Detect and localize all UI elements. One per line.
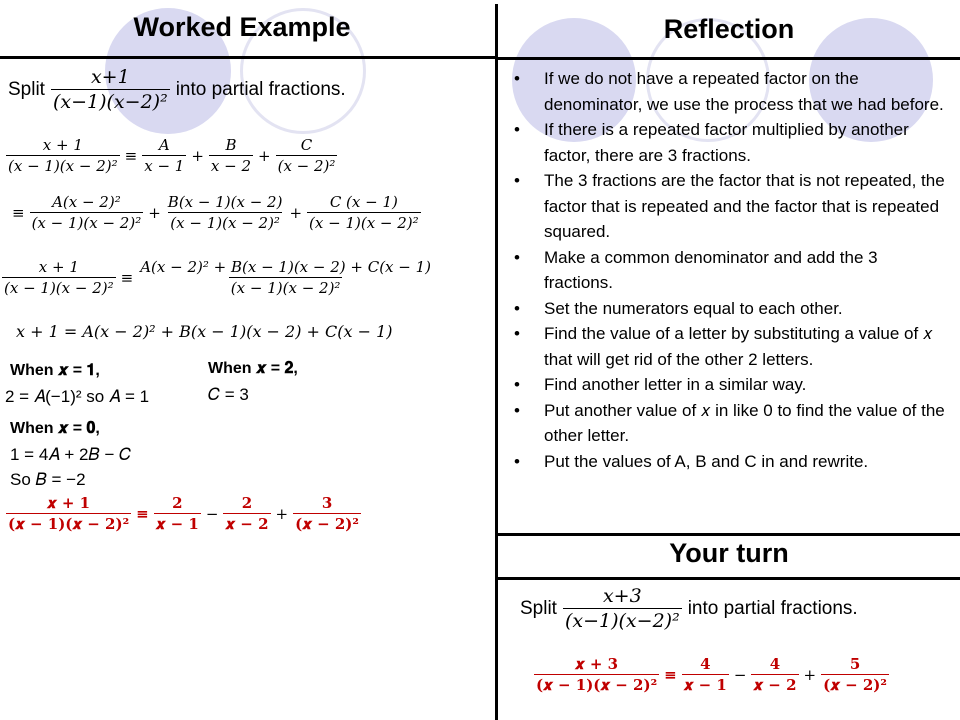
- fraction-b-denominator: 𝑥 − 2: [210, 157, 252, 175]
- answer-b-numerator: 𝟐: [241, 494, 253, 512]
- equiv-sign: ≡: [12, 203, 25, 222]
- lhs-numerator: 𝑥 + 1: [42, 136, 83, 154]
- reflection-item: • Set the numerators equal to each other.: [510, 296, 946, 322]
- plus-sign: +: [289, 203, 303, 222]
- equation-line-3: [2, 258, 433, 297]
- reflection-heading: Reflection: [663, 14, 795, 44]
- answer-b-numerator: 𝟒: [769, 655, 781, 673]
- when-x-0-equation: 1 = 4𝐴 + 2𝐵 − 𝐶: [10, 445, 132, 464]
- plus-sign: +: [803, 665, 817, 684]
- split-label: Split: [520, 597, 557, 619]
- answer-lhs-numerator: 𝒙 + 𝟑: [575, 655, 619, 673]
- question-fraction: [51, 66, 170, 113]
- answer-lhs-numerator: 𝒙 + 𝟏: [47, 494, 91, 512]
- equiv-sign: ≡: [124, 146, 138, 165]
- answer-b-denominator: 𝒙 − 𝟐: [753, 676, 797, 694]
- plus-sign: +: [148, 203, 161, 222]
- reflection-item: • Find the value of a letter by substituting a value of 𝑥 that will get rid of the other 2 letters.: [510, 321, 946, 372]
- your-turn-bottom-divider: [496, 577, 960, 580]
- your-turn-top-divider: [496, 533, 960, 536]
- when-x-0-label: When 𝒙 = 𝟎,: [10, 420, 100, 437]
- answer-c-denominator: (𝒙 − 𝟐)²: [295, 515, 359, 533]
- your-turn-answer: [534, 655, 889, 694]
- worked-example-question: [8, 66, 346, 113]
- fraction-c-denominator: (𝑥 − 1)(𝑥 − 2)²: [309, 214, 419, 232]
- right-header-divider: [496, 57, 960, 60]
- minus-sign: −: [205, 504, 219, 523]
- answer-a-denominator: 𝒙 − 𝟏: [683, 676, 727, 694]
- question-numerator: 𝑥+3: [602, 585, 642, 607]
- fraction-c-numerator: 𝐶: [300, 136, 313, 154]
- your-turn-question: [520, 585, 858, 632]
- fraction-b-numerator: 𝐵(𝑥 − 1)(𝑥 − 2): [167, 193, 283, 211]
- reflection-item: • If we do not have a repeated factor on the denominator, we use the process that we had before.: [510, 66, 946, 117]
- lhs-denominator: (𝑥 − 1)(𝑥 − 2)²: [4, 279, 114, 297]
- answer-lhs-denominator: (𝒙 − 𝟏)(𝒙 − 𝟐)²: [536, 676, 658, 694]
- fraction-b-denominator: (𝑥 − 1)(𝑥 − 2)²: [170, 214, 280, 232]
- minus-sign: −: [733, 665, 747, 684]
- plus-sign: +: [258, 146, 271, 165]
- answer-c-numerator: 𝟑: [321, 494, 333, 512]
- fraction-c-numerator: 𝐶 (𝑥 − 1): [329, 193, 398, 211]
- reflection-item: • Find another letter in a similar way.: [510, 372, 946, 398]
- lhs-denominator: (𝑥 − 1)(𝑥 − 2)²: [8, 157, 118, 175]
- when-x-1-label: When 𝒙 = 𝟏,: [10, 362, 100, 379]
- combined-numerator: 𝐴(𝑥 − 2)² + 𝐵(𝑥 − 1)(𝑥 − 2) + 𝐶(𝑥 − 1): [140, 258, 432, 276]
- fraction-a-denominator: 𝑥 − 1: [144, 157, 185, 175]
- answer-c-numerator: 𝟓: [849, 655, 861, 673]
- question-denominator: (𝑥−1)(𝑥−2)²: [564, 610, 680, 632]
- fraction-b-numerator: 𝐵: [225, 136, 237, 154]
- instruction-text: into partial fractions.: [175, 78, 346, 100]
- plus-sign: +: [275, 504, 289, 523]
- numerator-equation: 𝑥 + 1 = 𝐴(𝑥 − 2)² + 𝐵(𝑥 − 1)(𝑥 − 2) + 𝐶(𝑥 − 1): [16, 322, 393, 341]
- reflection-item: • Put another value of 𝑥 in like 0 to find the value of the other letter.: [510, 398, 946, 449]
- instruction-text: into partial fractions.: [687, 597, 858, 619]
- equation-line-2: [10, 193, 421, 232]
- answer-a-numerator: 𝟐: [172, 494, 183, 512]
- equiv-sign: ≡: [120, 268, 134, 287]
- fraction-a-denominator: (𝑥 − 1)(𝑥 − 2)²: [31, 214, 142, 232]
- plus-sign: +: [191, 146, 204, 165]
- fraction-c-denominator: (𝑥 − 2)²: [277, 157, 336, 175]
- reflection-item: • Make a common denominator and add the 3 fractions.: [510, 245, 946, 296]
- answer-lhs-denominator: (𝒙 − 𝟏)(𝒙 − 𝟐)²: [8, 515, 130, 533]
- when-x-2-result: 𝐶 = 3: [208, 385, 249, 404]
- question-fraction: [563, 585, 682, 632]
- vertical-divider: [495, 4, 498, 720]
- reflection-item: • Put the values of A, B and C in and rewrite.: [510, 449, 946, 475]
- reflection-item: • The 3 fractions are the factor that is not repeated, the factor that is repeated and the factor that is repeated squared.: [510, 168, 946, 245]
- when-x-1-result: 2 = 𝐴(−1)² so 𝐴 = 1: [5, 387, 150, 406]
- when-x-2-label: When 𝒙 = 𝟐,: [208, 360, 298, 377]
- reflection-item: • If there is a repeated factor multiplied by another factor, there are 3 fractions.: [510, 117, 946, 168]
- left-header-divider: [0, 56, 496, 59]
- question-denominator: (𝑥−1)(𝑥−2)²: [52, 91, 168, 113]
- your-turn-heading: Your turn: [669, 538, 789, 568]
- when-x-0-result: So 𝐵 = −2: [10, 470, 86, 489]
- worked-example-answer: [6, 494, 361, 533]
- equiv-sign: ≡: [664, 665, 677, 684]
- worked-example-heading: Worked Example: [133, 12, 351, 42]
- fraction-a-numerator: 𝐴: [158, 136, 170, 154]
- answer-a-denominator: 𝒙 − 𝟏: [155, 515, 199, 533]
- equation-line-1: [6, 136, 337, 175]
- equiv-sign: ≡: [136, 504, 149, 523]
- answer-b-denominator: 𝒙 − 𝟐: [225, 515, 269, 533]
- question-numerator: 𝑥+1: [90, 66, 130, 88]
- reflection-list: [510, 66, 946, 474]
- fraction-a-numerator: 𝐴(𝑥 − 2)²: [52, 193, 121, 211]
- lhs-numerator: 𝑥 + 1: [38, 258, 79, 276]
- answer-a-numerator: 𝟒: [700, 655, 711, 673]
- answer-c-denominator: (𝒙 − 𝟐)²: [823, 676, 887, 694]
- split-label: Split: [8, 78, 45, 100]
- combined-denominator: (𝑥 − 1)(𝑥 − 2)²: [230, 279, 341, 297]
